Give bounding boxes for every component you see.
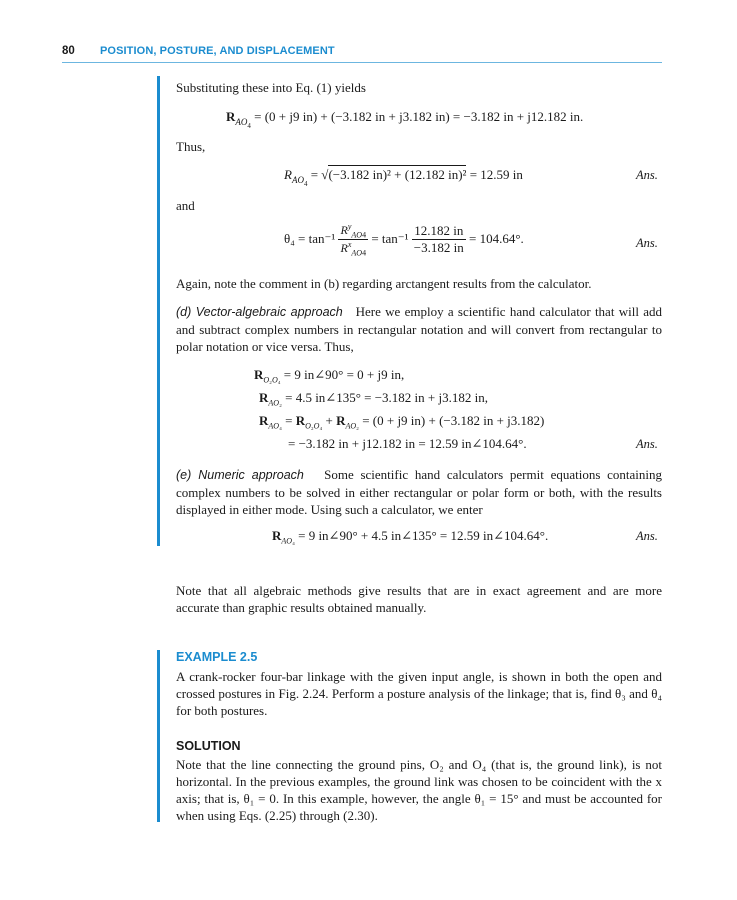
numeric-approach-paragraph: (e) Numeric approach Some scientific hand calculators permit equations containing complex numbers to be solved in either rectangular or polar form or both, with the results displayed in either mode. Using such a calculator, we enter [176,467,663,517]
example-accent-bar [157,650,160,822]
numeric-equation: $R_{AO_4} = 9$ in∠90° + 4.5 in∠135° = 12.59 in∠104.64°. [272,528,549,546]
equation-magnitude: $R_{AO_4} = √(-3.182$ in)² + (12.182 in)² = 12.59 in [284,167,523,188]
numeric-approach-heading: (e) Numeric approach [176,468,304,482]
solution-body: Note that the line connecting the ground pins, O₂ and O₄ (that is, the ground link), is not horizontal. In the previous examples, the ground link was chosen to be coincident with the x axis; that is, θ₁ = 0. In this example, however, the angle θ₁ = 15° and must be accounted for when using Eqs. (2.25) through (2.30). [176,757,662,823]
answer-label: Ans. [636,437,658,451]
vector-eq-line2: $R_{AO_2} = 4.5$ in∠135° = −3.182 in + j3.182 in, [259,390,488,408]
equation-theta4: θ₄ = tan⁻¹ $\frac{R^y_{AO4}}{R^x_{AO4}}$ = tan⁻¹ $\frac{12.182 in}{-3.182 in}$ = 104.64°. [284,222,524,258]
solution-title: SOLUTION [176,739,241,753]
header-rule [62,62,662,63]
answer-label: Ans. [636,236,658,250]
vector-eq-line3: $R_{AO_4} = R_{O_2O_4} + R_{AO_2} = (0 + j9$ in) + (−3.182 in + j3.182) [259,413,545,431]
page-number: 80 [62,45,75,57]
vector-eq-line4: = −3.182 in + j12.182 in = 12.59 in∠104.64°. [288,436,527,451]
equation-r-ao4: $R_{AO_4} = (0 + j9$ in) + (−3.182 in + j3.182 in) = −3.182 in + j12.182 in. [226,109,584,130]
example-body: A crank-rocker four-bar linkage with the given input angle, is shown in both the open and crossed postures in Fig. 2.24. Perform a posture analysis of the linkage; that is, find θ₃ and θ₄ for both postures. [176,669,662,718]
vector-algebraic-paragraph: (d) Vector-algebraic approach Here we employ a scientific hand calculator that will add and subtract complex numbers in rectangular notation and will convert from rectangular to polar notation or vice versa. Thus, [176,304,662,354]
sidebar-accent-bar [157,76,160,546]
running-title: POSITION, POSTURE, AND DISPLACEMENT [100,45,335,57]
vector-eq-line1: $R_{O_2O_4} = 9$ in∠90° = 0 + j9 in, [254,367,405,385]
closing-note: Note that all algebraic methods give results that are in exact agreement and are more accurate than graphic results obtained manually. [176,583,662,615]
arctangent-note: Again, note the comment in (b) regarding arctangent results from the calculator. [176,276,592,291]
answer-label: Ans. [636,529,658,543]
vector-algebraic-heading: (d) Vector-algebraic approach [176,305,343,319]
answer-label: Ans. [636,168,658,182]
and-text: and [176,198,195,213]
intro-text: Substituting these into Eq. (1) yields [176,80,366,95]
example-title: EXAMPLE 2.5 [176,650,258,664]
thus-text: Thus, [176,139,206,154]
